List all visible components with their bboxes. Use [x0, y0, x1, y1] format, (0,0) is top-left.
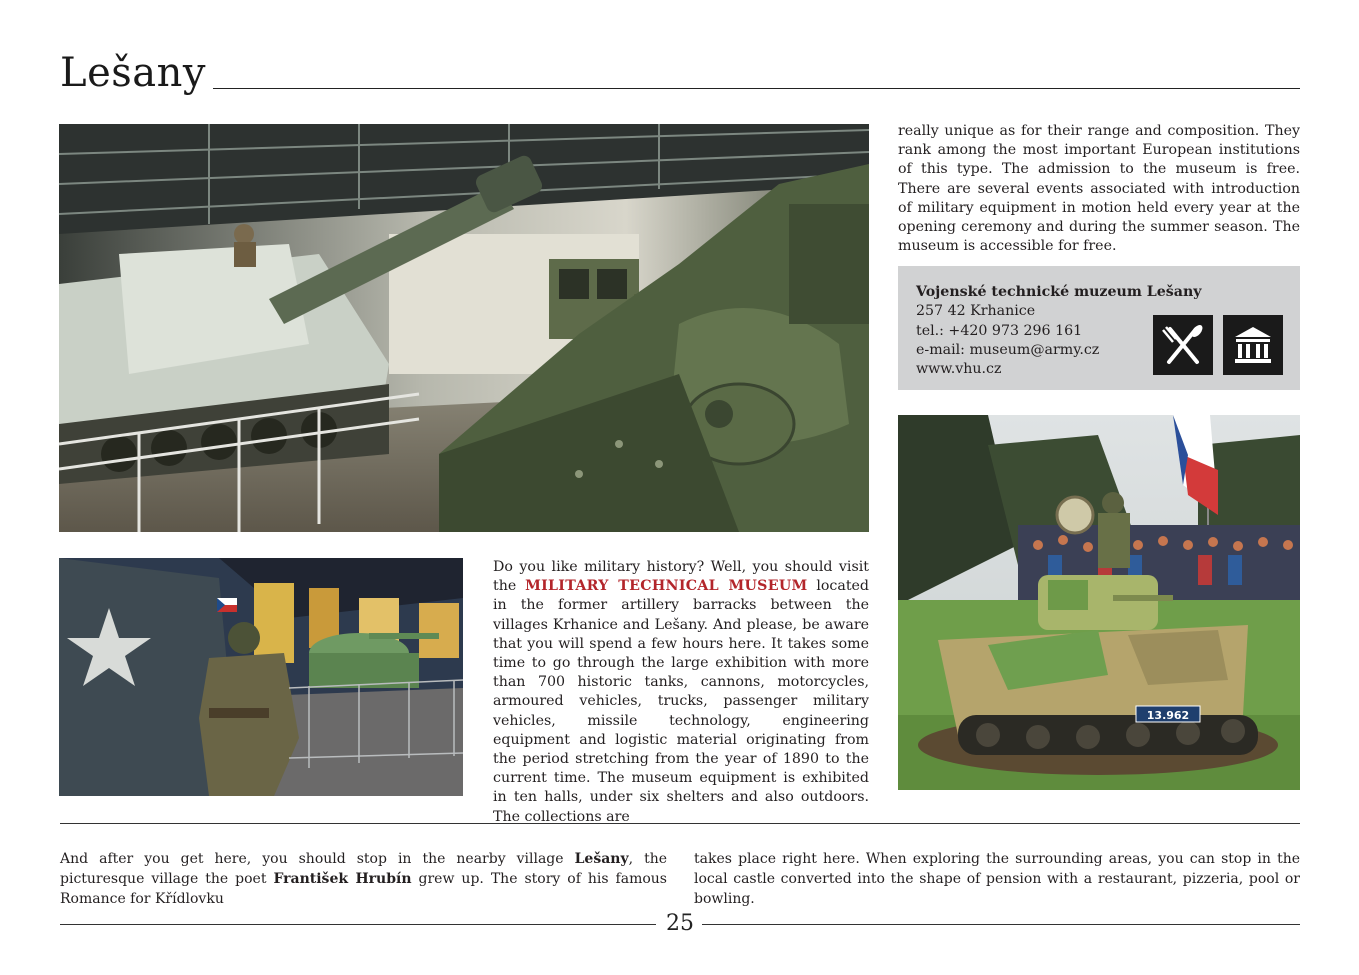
- bottom-left-part1: And after you get here, you should stop in the nearby village: [60, 851, 564, 867]
- footer-rule-right: [702, 924, 1300, 925]
- bottom-left-part3: grew up. The story of his famous Romance for Křídlovku: [60, 870, 667, 907]
- museum-phone: tel.: +420 973 296 161: [916, 322, 1083, 339]
- poet-name: František Hrubín: [273, 870, 412, 887]
- footer-rule-left: [60, 924, 656, 925]
- museum-address: 257 42 Krhanice: [916, 303, 1036, 320]
- section-divider: [60, 823, 1300, 824]
- village-name: Lešany: [574, 851, 629, 867]
- photo-soldier-exhibit: [59, 558, 463, 796]
- bottom-paragraph-right: takes place right here. When exploring the surrounding areas, you can stop in the local castle converted into the shape of pension with a restaurant, pizzeria, pool or bowling.: [694, 851, 1300, 907]
- bottom-paragraph-left: [60, 850, 667, 909]
- museum-highlight: MILITARY TECHNICAL MUSEUM: [525, 578, 808, 595]
- main-paragraph: [493, 558, 869, 827]
- page-title: Lešany: [60, 50, 206, 96]
- museum-name: Vojenské technické muzeum Lešany: [916, 284, 1202, 300]
- bottom-left-part2: , the picturesque village the poet: [60, 851, 668, 887]
- main-text-intro: Do you like military history? Well, you should visit the: [493, 559, 869, 595]
- right-column-text: [898, 122, 1300, 256]
- bottom-text-left: [60, 850, 667, 909]
- title-rule: [213, 88, 1300, 89]
- museum-icon: [1223, 315, 1283, 375]
- tank-plate: 13.962: [1146, 709, 1190, 722]
- main-text-rest: located in the former artillery barracks between the villages Krhanice and Lešany. And please, be aware that you will spend a few hours here. It takes some time to go through the large exhibition with more than 700 historic tanks, cannons, motorcycles, armoured vehicles, trucks, passenger military vehicles, missile technology, engineering equipment and logistic material originating from the period stretching from the year of 1890 to the current time. The museum equipment is exhibited in ten halls, under six shelters and also outdoors. The collections are: [493, 578, 870, 825]
- page-number: 25: [666, 911, 694, 936]
- fork-knife-icon: [1153, 315, 1213, 375]
- photo-tank-hall: [59, 124, 869, 532]
- bottom-text-right: [694, 850, 1300, 909]
- photo-tank-show: [898, 415, 1300, 790]
- museum-info-box: [898, 266, 1300, 390]
- right-column-paragraph: really unique as for their range and composition. They rank among the most important European institutions of this type. The admission to the museum is free. There are several events associated with introduction of military equipment in motion held every year at the opening ceremony and during the summer season. The museum is accessible for free.: [898, 123, 1300, 255]
- museum-email[interactable]: e-mail: museum@army.cz: [916, 341, 1100, 358]
- museum-website[interactable]: www.vhu.cz: [916, 361, 1002, 378]
- main-text-column: [493, 558, 869, 827]
